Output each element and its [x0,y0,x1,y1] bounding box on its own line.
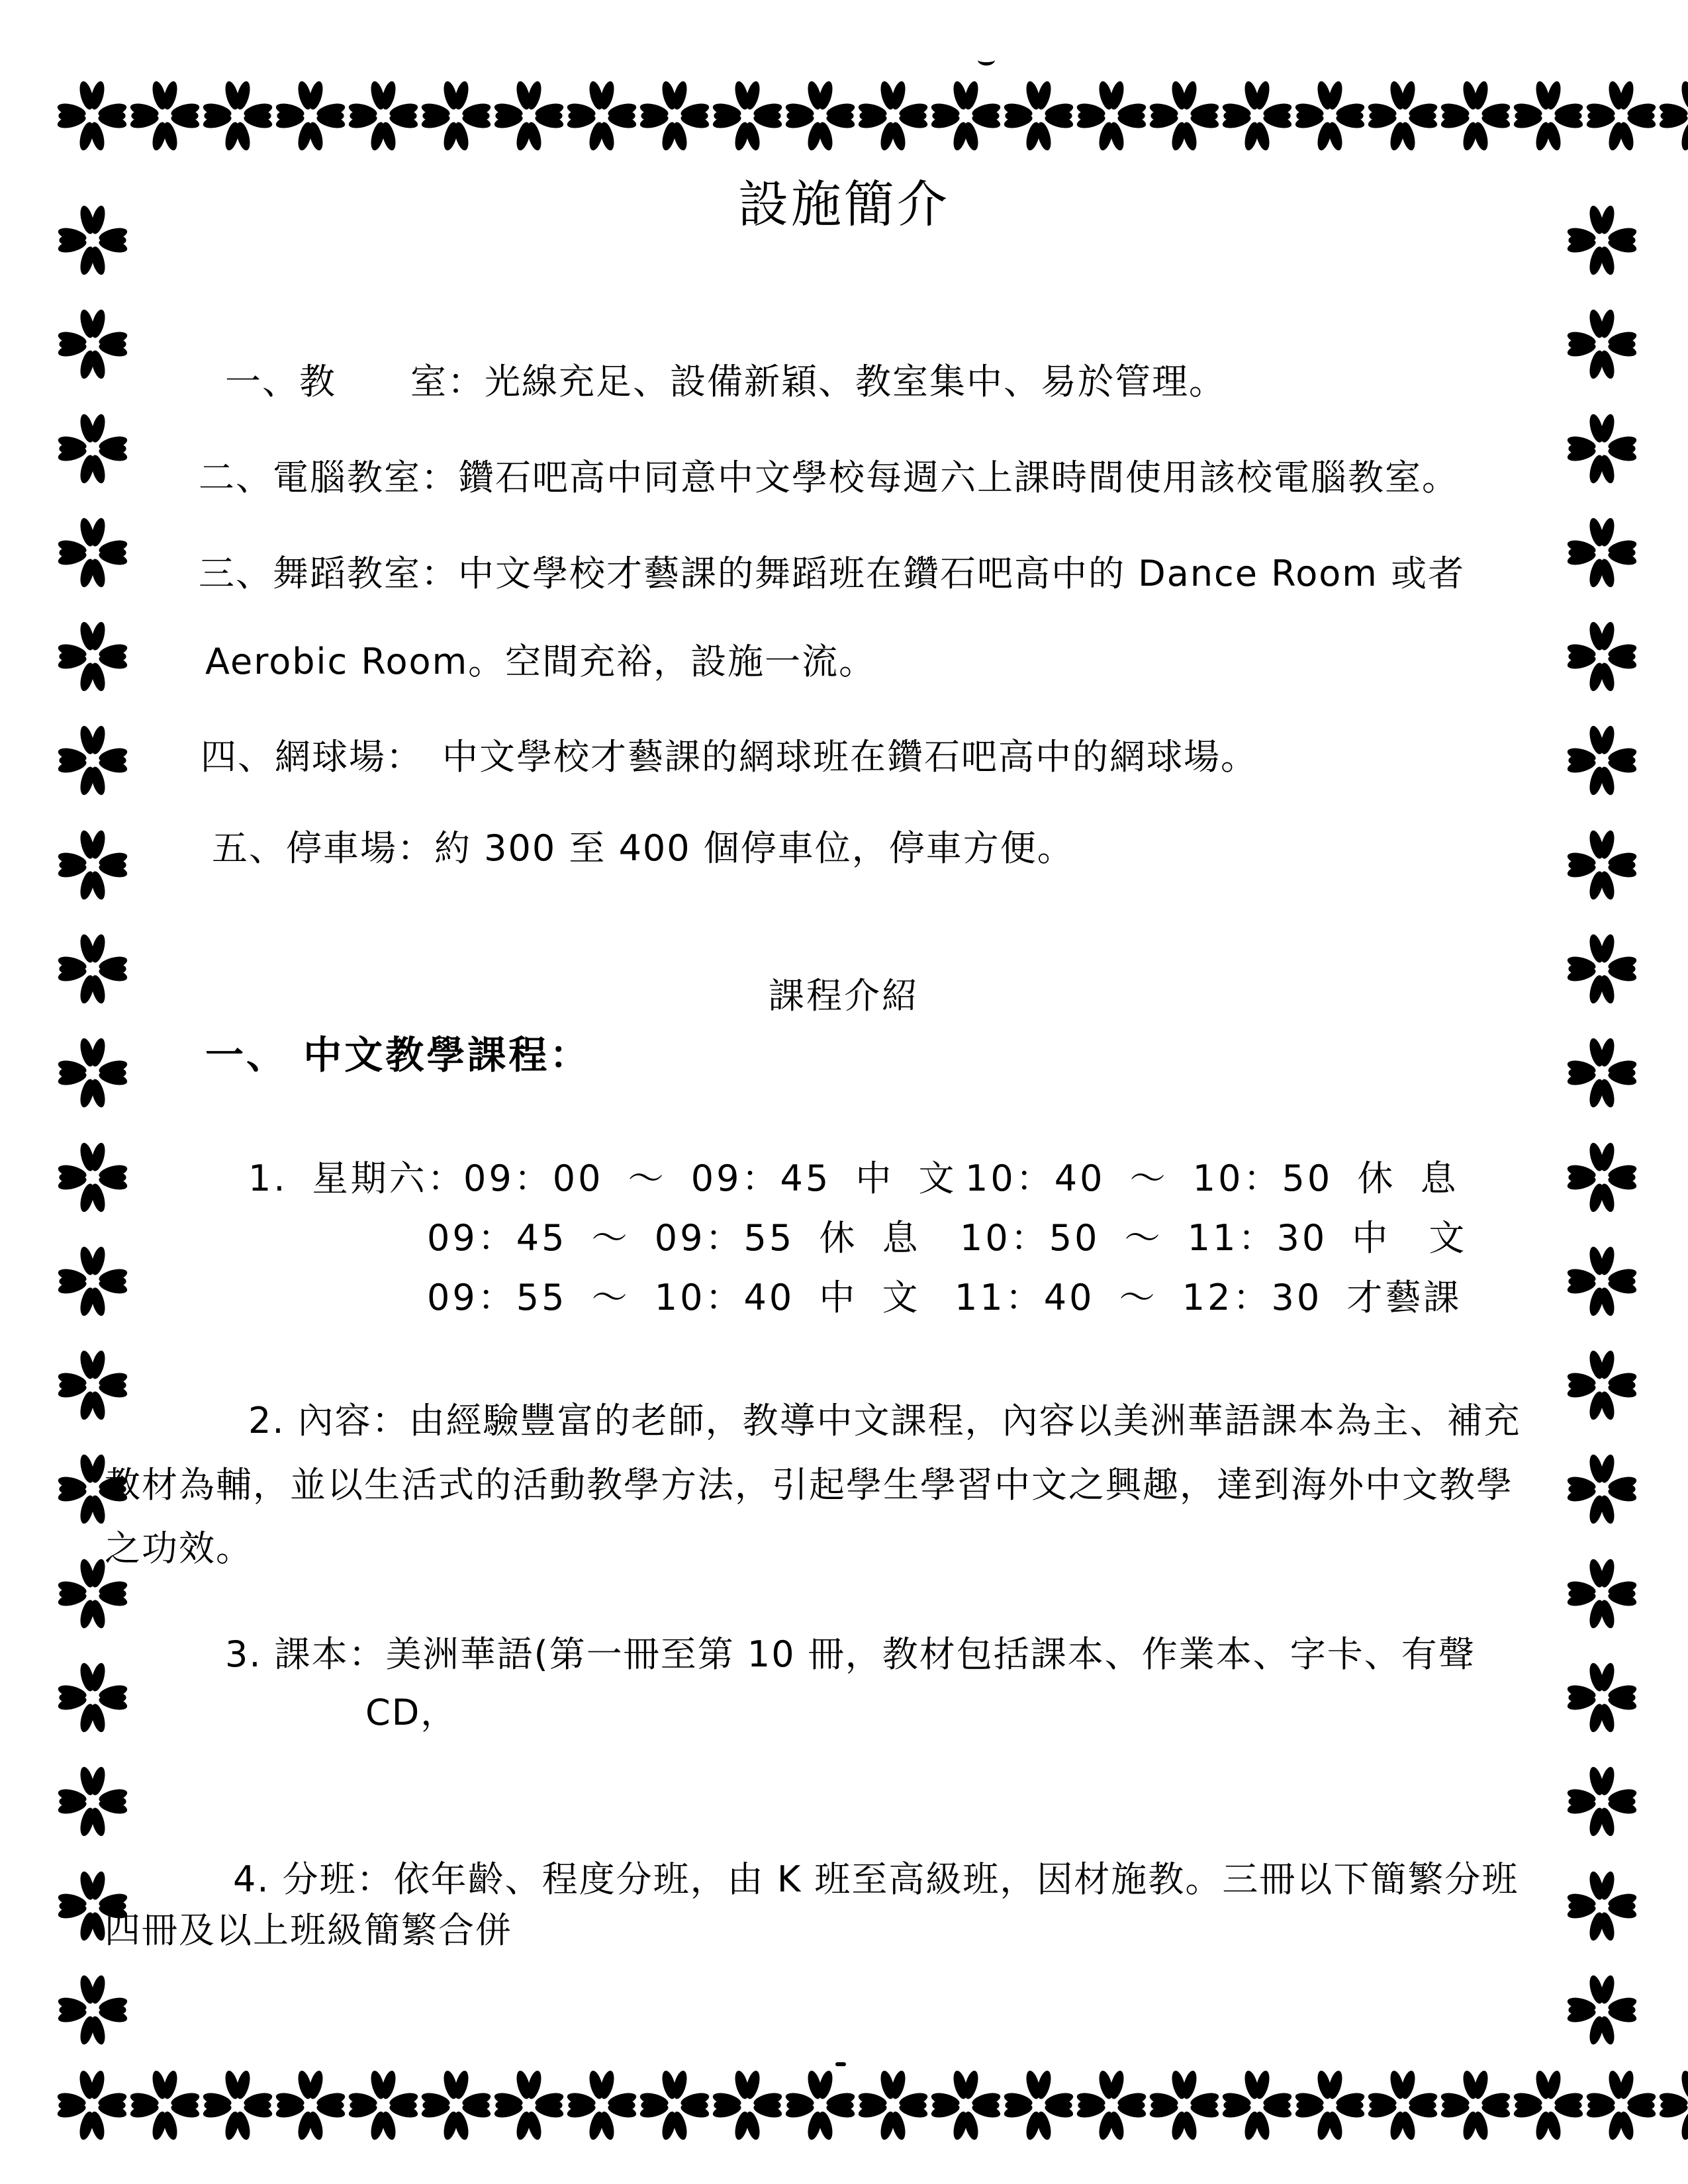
flower-icon [1221,2069,1293,2142]
flower-icon [274,2069,347,2142]
schedule-row [0,1210,1688,1259]
flower-icon [711,2069,784,2142]
border-top [56,79,1639,152]
scan-artifact-bottom [835,2062,846,2066]
flower-icon [1075,79,1148,152]
facility-item-tennis-court: 四、網球場： 中文學校才藝課的網球班在鑽石吧高中的網球場。 [201,736,1258,778]
flower-icon [1075,2069,1148,2142]
flower-icon [1566,412,1638,485]
placement-item-line: 四冊及以上班級簡繁合併 [105,1909,512,1951]
facility-item-dance-room: 三、舞蹈教室：中文學校才藝課的舞蹈班在鑽石吧高中的 Dance Room 或者 [199,553,1466,594]
border-left [56,204,130,2046]
flower-icon [929,2069,1002,2142]
flower-icon [56,1661,129,1734]
flower-icon [201,79,274,152]
flower-icon [1566,620,1638,693]
flower-icon [128,2069,201,2142]
flower-icon [711,79,784,152]
flower-icon [1658,2069,1688,2142]
schedule-time-slot: 09：55 ～ 10：40 中 文 [427,1277,921,1318]
flower-icon [1148,79,1221,152]
flower-icon [1293,2069,1366,2142]
flower-icon [1566,516,1638,589]
flower-icon [1221,79,1293,152]
flower-icon [56,1974,129,2046]
border-bottom [56,2069,1639,2142]
flower-icon [638,79,711,152]
flower-icon [201,2069,274,2142]
flower-icon [56,79,128,152]
flower-icon [1566,1349,1638,1422]
content-item-line: 2. 內容：由經驗豐富的老師，教導中文課程，內容以美洲華語課本為主、補充 [248,1400,1521,1441]
courses-subheading: 一、 中文教學課程： [205,1032,591,1077]
flower-icon [492,2069,565,2142]
schedule-time-slot: 11：40 ～ 12：30 才藝課 [955,1277,1462,1318]
placement-item-line: 4. 分班：依年齡、程度分班，由 K 班至高級班，因材施教。三冊以下簡繁分班 [233,1858,1519,1900]
schedule-row [0,1150,1688,1197]
content-item-line: 之功效。 [105,1527,253,1569]
flower-icon [929,79,1002,152]
flower-icon [56,516,129,589]
flower-icon [492,79,565,152]
page-title: 設施簡介 [738,175,950,234]
content-item-line: 教材為輔，並以生活式的活動教學方法，引起學生學習中文之興趣，達到海外中文教學 [105,1464,1513,1506]
flower-icon [1566,1661,1638,1734]
flower-icon [347,2069,420,2142]
schedule-time-slot: 10：50 ～ 11：30 中 文 [960,1217,1468,1259]
flower-icon [1566,308,1638,381]
schedule-day-label: 1. 星期六： [248,1158,466,1199]
flower-icon [420,2069,492,2142]
textbook-item-line: 3. 課本：美洲華語(第一冊至第 10 冊，教材包括課本、作業本、字卡、有聲 [225,1633,1476,1675]
flower-icon [1566,724,1638,797]
flower-icon [1658,79,1688,152]
flower-icon [784,79,857,152]
schedule-time-slot: 09：45 ～ 09：55 休 息 [427,1217,921,1259]
flower-icon [1566,1453,1638,1525]
flower-icon [1566,1974,1638,2046]
flower-icon [1439,79,1512,152]
textbook-item-line: CD， [365,1692,458,1733]
schedule-row [0,1269,1688,1316]
flower-icon [1512,79,1585,152]
flower-icon [1366,2069,1439,2142]
flower-icon [857,2069,929,2142]
flower-icon [565,2069,638,2142]
flower-icon [784,2069,857,2142]
schedule-time-slot: 10：40 ～ 10：50 休 息 [965,1158,1459,1199]
flower-icon [56,1036,129,1109]
facility-item-classroom: 一、教 室：光線充足、設備新穎、教室集中、易於管理。 [225,361,1226,402]
flower-icon [1566,1557,1638,1630]
schedule-time-slot: 09：00 ～ 09：45 中 文 [463,1158,957,1199]
flower-icon [565,79,638,152]
flower-icon [1566,1870,1638,1942]
flower-icon [1566,829,1638,901]
flower-icon [56,1765,129,1838]
flower-icon [274,79,347,152]
flower-icon [56,1349,129,1422]
flower-icon [1002,79,1075,152]
facility-item-parking: 五、停車場：約 300 至 400 個停車位，停車方便。 [212,827,1074,869]
flower-icon [56,724,129,797]
flower-icon [1566,1765,1638,1838]
flower-icon [56,2069,128,2142]
courses-heading: 課程介紹 [769,975,919,1017]
border-right [1565,204,1639,2046]
flower-icon [56,620,129,693]
flower-icon [638,2069,711,2142]
flower-icon [1148,2069,1221,2142]
scan-artifact-top [978,54,995,66]
flower-icon [1293,79,1366,152]
flower-icon [56,308,129,381]
flower-icon [857,79,929,152]
flower-icon [1585,2069,1658,2142]
flower-icon [1566,1036,1638,1109]
flower-icon [1366,79,1439,152]
flower-icon [420,79,492,152]
facility-item-computer-room: 二、電腦教室：鑽石吧高中同意中文學校每週六上課時間使用該校電腦教室。 [199,457,1459,498]
flower-icon [1439,2069,1512,2142]
flower-icon [1585,79,1658,152]
facility-item-dance-room-cont: Aerobic Room。空間充裕，設施一流。 [205,641,876,682]
flower-icon [1002,2069,1075,2142]
flower-icon [56,829,129,901]
flower-icon [1512,2069,1585,2142]
flower-icon [347,79,420,152]
flower-icon [128,79,201,152]
flower-icon [56,412,129,485]
